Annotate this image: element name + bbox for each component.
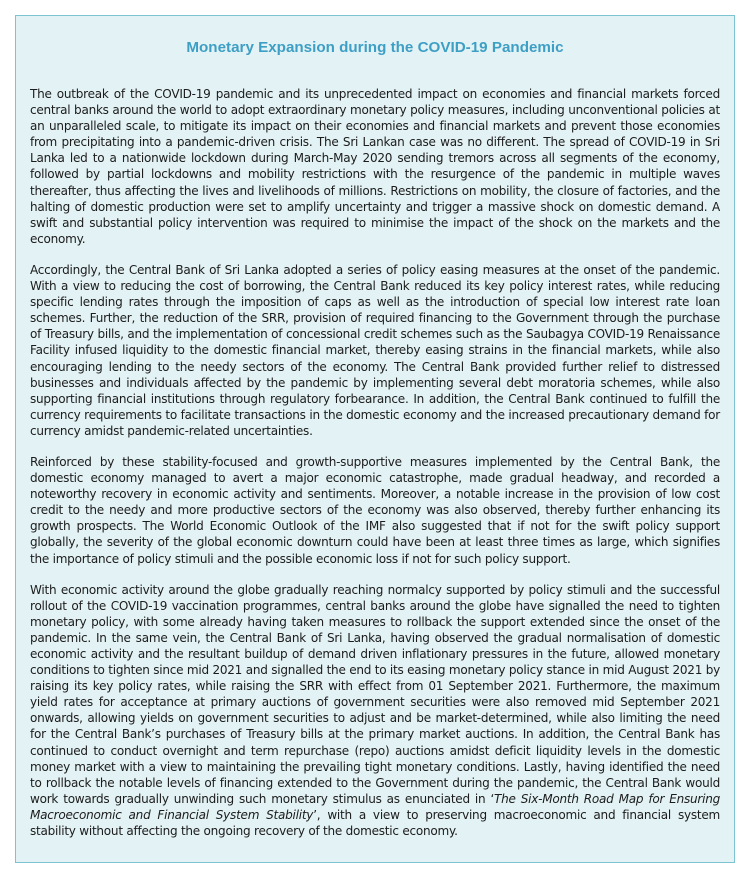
paragraph-1: The outbreak of the COVID-19 pandemic and its unprecedented impact on economies and financial markets forced central banks around the world to adopt extraordinary monetary policy measures, including unconventional policies at an unparalleled scale, to mitigate its impact on their economies and financial markets and prevent those economies from precipitating into a pandemic-driven crisis. The Sri Lankan case was no different. The spread of COVID-19 in Sri Lanka led to a nationwide lockdown during March-May 2020 sending tremors across all segments of the economy, followed by partial lockdowns and mobility restrictions with the resurgence of the pandemic in multiple waves thereafter, thus affecting the lives and livelihoods of millions. Restrictions on mobility, the closure of factories, and the halting of domestic production were set to amplify uncertainty and trigger a massive shock on domestic demand. A swift and substantial policy intervention was required to minimise the impact of the shock on the markets and the economy. [30, 87, 720, 246]
paragraph-4-text: With economic activity around the globe gradually reaching normalcy supported by policy stimuli and the successful rollout of the COVID-19 vaccination programmes, central banks around the globe have signalled the need to tighten monetary policy, with some already having taken measures to rollback the support extended since the onset of the pandemic. In the same vein, the Central Bank of Sri Lanka, having observed the gradual normalisation of domestic economic activity and the resultant buildup of demand driven inflationary pressures in the future, allowed monetary conditions to tighten since mid 2021 and signalled the end to its easing monetary policy stance in mid August 2021 by raising its key policy rates, while raising the SRR with effect from 01 September 2021. Furthermore, the maximum yield rates for acceptance at primary auctions of government securities were also removed mid September 2021 onwards, allowing yields on government securities to adjust and be market-determined, while also limiting the need for the Central Bank’s purchases of Treasury bills at the primary market auctions. In addition, the Central Bank has continued to conduct overnight and term repurchase (repo) auctions amidst deficit liquidity levels in the domestic money market with a view to maintaining the prevailing tight monetary conditions. Lastly, having identified the need to rollback the notable levels of financing extended to the Government during the pandemic, the Central Bank would work towards gradually unwinding such monetary stimulus as enunciated in ‘ [30, 582, 720, 806]
paragraph-4 [30, 582, 720, 840]
paragraph-3: Reinforced by these stability-focused and growth-supportive measures implemented by the Central Bank, the domestic economy managed to avert a major economic catastrophe, made gradual headway, and recorded a noteworthy recovery in economic activity and sentiments. Moreover, a notable increase in the provision of low cost credit to the needy and more productive sectors of the economy was also observed, thereby further enhancing its growth prospects. The World Economic Outlook of the IMF also suggested that if not for the swift policy support globally, the severity of the global economic downturn could have been at least three times as large, which signifies the importance of policy stimuli and the possible economic loss if not for such policy support. [30, 454, 720, 566]
road-map-title: The Six-Month Road Map for Ensuring Macroeconomic and Financial System Stability [30, 791, 720, 822]
paragraph-4-end: ’, with a view to preserving macroeconomic and financial system stability without affecting the ongoing recovery of the domestic economy. [30, 807, 720, 839]
paragraph-2: Accordingly, the Central Bank of Sri Lanka adopted a series of policy easing measures at the onset of the pandemic. With a view to reducing the cost of borrowing, the Central Bank reduced its key policy interest rates, while reducing specific lending rates through the imposition of caps as well as the introduction of special low interest rate loan schemes. Further, the reduction of the SRR, provision of required financing to the Government through the purchase of Treasury bills, and the implementation of concessional credit schemes such as the Saubagya COVID-19 Renaissance Facility infused liquidity to the domestic financial market, thereby easing strains in the financial markets, while also encouraging lending to the needy sectors of the economy. The Central Bank provided further relief to distressed businesses and individuals affected by the pandemic by implementing several debt moratoria schemes, while also supporting financial institutions through regulatory forbearance. In addition, the Central Bank continued to fulfill the currency requirements to facilitate transactions in the domestic economy and the increased precautionary demand for currency amidst pandemic-related uncertainties. [30, 262, 720, 438]
box-article [15, 15, 735, 863]
article-title: Monetary Expansion during the COVID-19 Pandemic [186, 39, 564, 56]
